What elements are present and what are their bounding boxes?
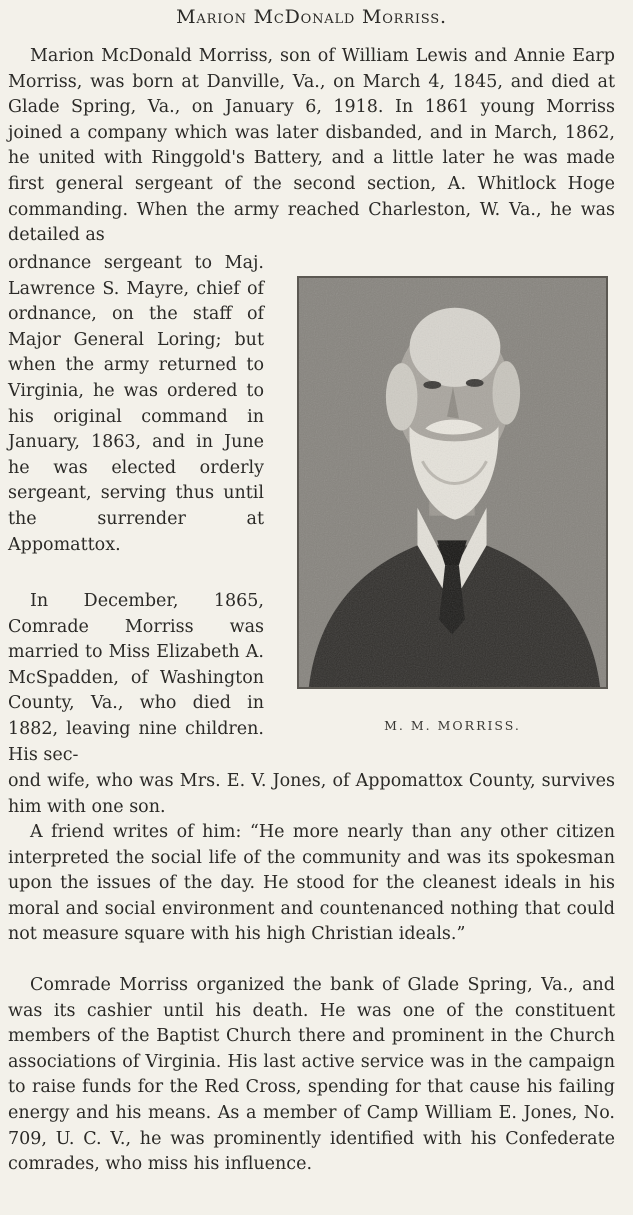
paragraph-biography-intro: Marion McDonald Morriss, son of William Lewis and Annie Earp Morriss, was born at Danville, Va., on March 4, 1845, and died at Glade Spring, Va., on January 6, 1918. In 1861 young Morriss joined a company which was later disbanded, and in March, 1862, he united with Ringgold's Battery, and a little later he was made first general sergeant of the second section, A. Whitlock Hoge commanding. When the army reached Charleston, W. Va., he was detailed as [8, 46, 615, 246]
paragraph-civic-life: Comrade Morriss organized the bank of Glade Spring, Va., and was its cashier until his death. He was one of the constituent members of the Baptist Church there and prominent in the Church associations of Virginia. His last active service was in the campaign to raise funds for the Red Cross, spending for that cause his failing energy and his means. As a member of Camp William E. Jones, No. 709, U. C. V., he was prominently identified with his Confederate comrades, who miss his influence. [8, 975, 615, 1175]
paragraph-friend-tribute: A friend writes of him: “He more nearly than any other citizen interpreted the social life of the community and was its spokesman upon the issues of the day. He stood for the cleanest ideals in his moral and social environment and countenanced nothing that could not measure square with his high Christian ideals.” [8, 822, 615, 945]
paragraph-marriage-end: ond wife, who was Mrs. E. V. Jones, of Appomattox County, survives him with one son. [8, 771, 615, 817]
paragraph-biography-service: ordnance sergeant to Maj. Lawrence S. Mayre, chief of ordnance, on the staff of Major General Loring; but when the army returned to Virginia, he was ordered to his original command in January, 1863, and in June he was elected orderly sergeant, serving thus until the surrender at Appomattox. [8, 253, 264, 555]
article [8, 0, 615, 1215]
portrait-photo [297, 276, 608, 689]
portrait-caption: M. M. MORRISS. [384, 718, 521, 733]
article-title: Marion McDonald Morriss. [176, 6, 447, 28]
paragraph-marriage-start: In December, 1865, Comrade Morriss was married to Miss Elizabeth A. McSpadden, of Washington County, Va., who died in 1882, leaving nine children. His sec- [8, 591, 264, 765]
portrait-image [299, 278, 606, 687]
